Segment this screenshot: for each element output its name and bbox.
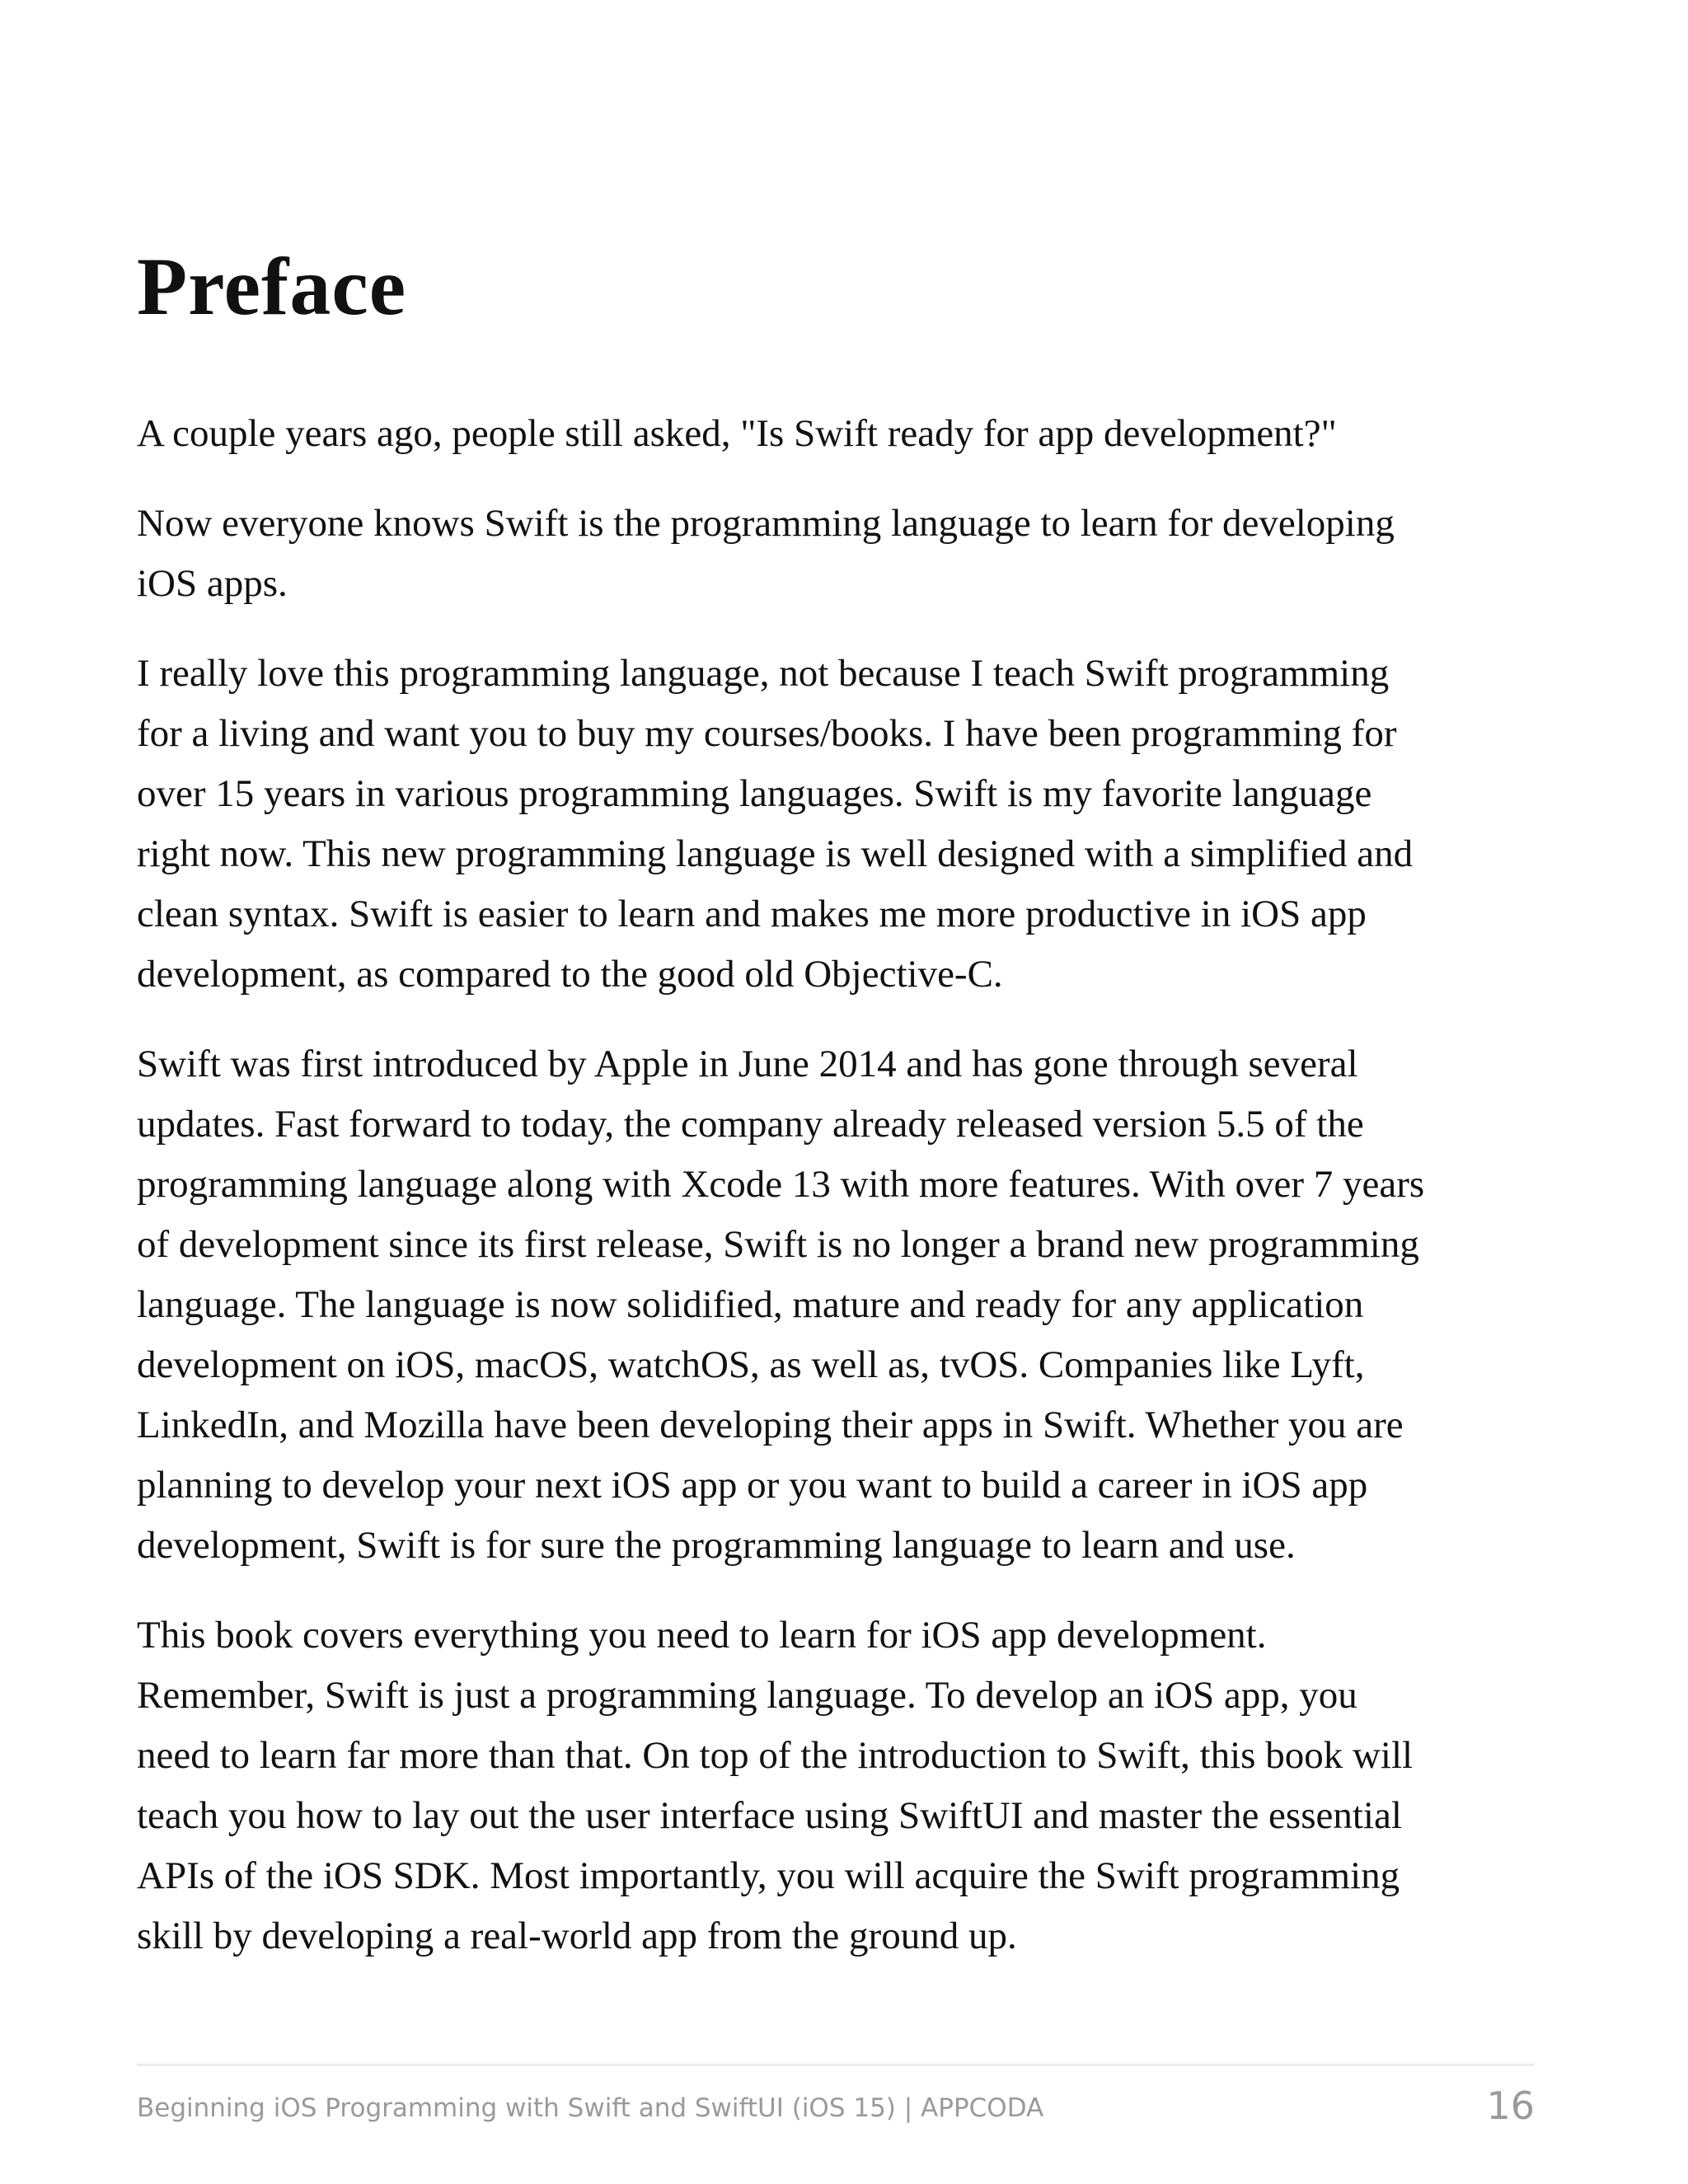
text-line: clean syntax. Swift is easier to learn and makes me more productive in iOS app [137,893,1367,935]
text-line: development, as compared to the good old Objective-C. [137,953,1003,996]
text-line: development on iOS, macOS, watchOS, as well as, tvOS. Companies like Lyft, [137,1343,1365,1386]
text-line: A couple years ago, people still asked, "Is Swift ready for app development?" [137,412,1337,455]
body-text [137,404,1554,1996]
text-line: need to learn far more than that. On top of the introduction to Swift, this book will [137,1734,1414,1777]
paragraph [137,404,1554,464]
text-line: updates. Fast forward to today, the company already released version 5.5 of the [137,1103,1364,1146]
text-line: of development since its first release, Swift is no longer a brand new programming [137,1223,1419,1266]
paragraph [137,1034,1554,1576]
text-line: Swift was first introduced by Apple in June 2014 and has gone through several [137,1043,1358,1085]
text-line: for a living and want you to buy my courses/books. I have been programming for [137,712,1397,755]
text-line: language. The language is now solidified, mature and ready for any application [137,1283,1364,1326]
footer-divider [137,2064,1535,2066]
text-line: iOS apps. [137,562,288,605]
text-line: I really love this programming language, not because I teach Swift programming [137,652,1390,695]
paragraph [137,494,1554,614]
page-number: 16 [1486,2083,1535,2128]
text-line: Remember, Swift is just a programming language. To develop an iOS app, you [137,1674,1357,1717]
text-line: APIs of the iOS SDK. Most importantly, you will acquire the Swift programming [137,1854,1400,1897]
text-line: over 15 years in various programming languages. Swift is my favorite language [137,772,1372,815]
text-line: LinkedIn, and Mozilla have been developing their apps in Swift. Whether you are [137,1404,1404,1446]
text-line: development, Swift is for sure the programming language to learn and use. [137,1524,1296,1567]
text-line: skill by developing a real-world app from the ground up. [137,1915,1017,1957]
text-line: Now everyone knows Swift is the programming language to learn for developing [137,502,1395,545]
paragraph [137,644,1554,1005]
text-line: teach you how to lay out the user interface using SwiftUI and master the essential [137,1794,1402,1837]
text-line: right now. This new programming language is well designed with a simplified and [137,832,1414,875]
text-line: programming language along with Xcode 13 with more features. With over 7 years [137,1163,1425,1206]
page-title: Preface [137,241,407,332]
paragraph [137,1605,1554,1966]
footer-book-title: Beginning iOS Programming with Swift and SwiftUI (iOS 15) | APPCODA [137,2093,1044,2123]
text-line: planning to develop your next iOS app or you want to build a career in iOS app [137,1464,1368,1507]
text-line: This book covers everything you need to learn for iOS app development. [137,1614,1267,1657]
